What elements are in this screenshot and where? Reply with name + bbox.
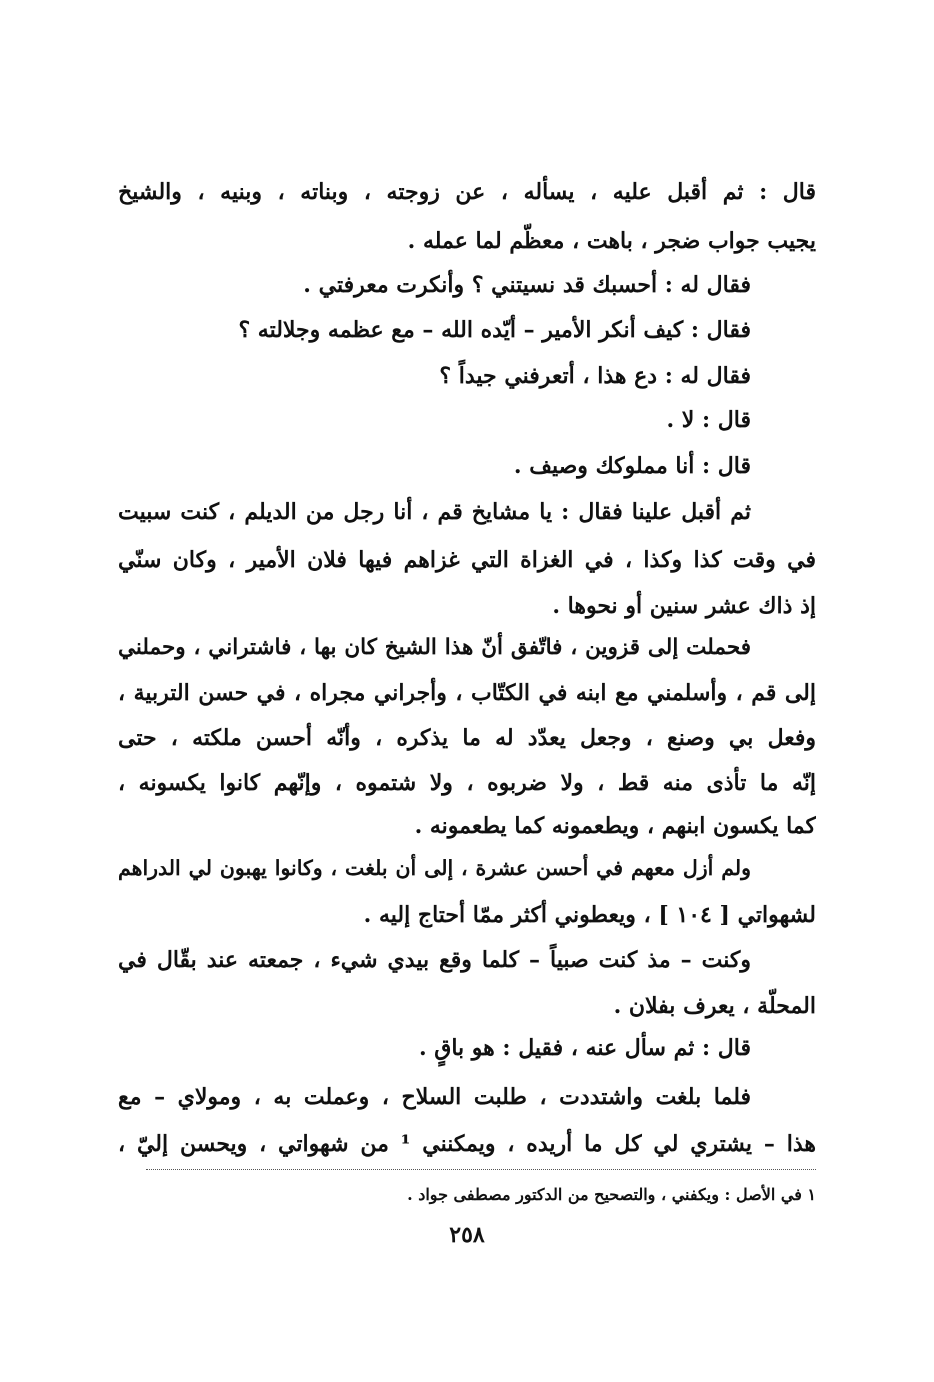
text-line: إذ ذاك عشر سنين أو نحوها . xyxy=(552,593,816,619)
footnote: ١ في الأصل : ويكفني ، والتصحيح من الدكتور مصطفى جواد . xyxy=(407,1185,816,1204)
text-line: فقال له : أحسبك قد نسيتني ؟ وأنكرت معرفتي . xyxy=(303,272,751,298)
text-line: قال : ثم سأل عنه ، فقيل : هو باقٍ . xyxy=(418,1035,751,1061)
text-line: فقال : كيف أنكر الأمير – أيّده الله – مع عظمه وجلالته ؟ xyxy=(238,317,751,343)
text-line: قال : أنا مملوكك وصيف . xyxy=(513,453,751,479)
text-line: إنّه ما تأذى منه قط ، ولا ضربوه ، ولا شتموه ، وإنّهم كانوا يكسونه ، xyxy=(118,770,816,796)
text-line: وفعل بي وصنع ، وجعل يعدّد له ما يذكره ، وأنّه أحسن ملكته ، حتى xyxy=(118,725,816,751)
text-line: هذا – يشتري لي كل ما أريده ، ويمكنني ¹ من شهواتي ، ويحسن إليّ ، xyxy=(118,1131,816,1157)
page-number: ٢٥٨ xyxy=(449,1222,485,1248)
text-line: فلما بلغت واشتددت ، طلبت السلاح ، وعملت به ، ومولاي – مع xyxy=(118,1084,751,1110)
text-line: إلى قم ، وأسلمني مع ابنه في الكتّاب ، وأجراني مجراه ، في حسن التربية ، xyxy=(118,680,816,706)
text-line: قال : لا . xyxy=(666,407,751,433)
text-line: قال : ثم أقبل عليه ، يسأله ، عن زوجته ، وبناته ، وبنيه ، والشيخ xyxy=(118,179,816,205)
text-line: ثم أقبل علينا فقال : يا مشايخ قم ، أنا رجل من الديلم ، كنت سبيت xyxy=(118,499,751,525)
text-line: وكنت – مذ كنت صبياً – كلما وقع بيدي شيء ، جمعته عند بقّال في xyxy=(118,947,751,973)
text-line: يجيب جواب ضجر ، باهت ، معظّم لما عمله . xyxy=(407,228,816,254)
text-line: ولم أزل معهم في أحسن عشرة ، إلى أن بلغت ، وكانوا يهبون لي الدراهم xyxy=(118,856,751,880)
text-line: المحلّة ، يعرف بفلان . xyxy=(613,993,816,1019)
text-line: فحملت إلى قزوين ، فاتّفق أنّ هذا الشيخ كان بها ، فاشتراني ، وحملني xyxy=(118,635,751,660)
text-line: كما يكسون ابنهم ، ويطعمونه كما يطعمونه . xyxy=(414,813,816,839)
text-line: لشهواتي [ ١٠٤ ] ، ويعطوني أكثر ممّا أحتاج إليه . xyxy=(363,902,816,928)
text-line: في وقت كذا وكذا ، في الغزاة التي غزاهم فيها فلان الأمير ، وكان سنّي xyxy=(118,547,816,573)
footnote-divider xyxy=(146,1169,816,1170)
text-line: فقال له : دع هذا ، أتعرفني جيداً ؟ xyxy=(439,363,751,389)
